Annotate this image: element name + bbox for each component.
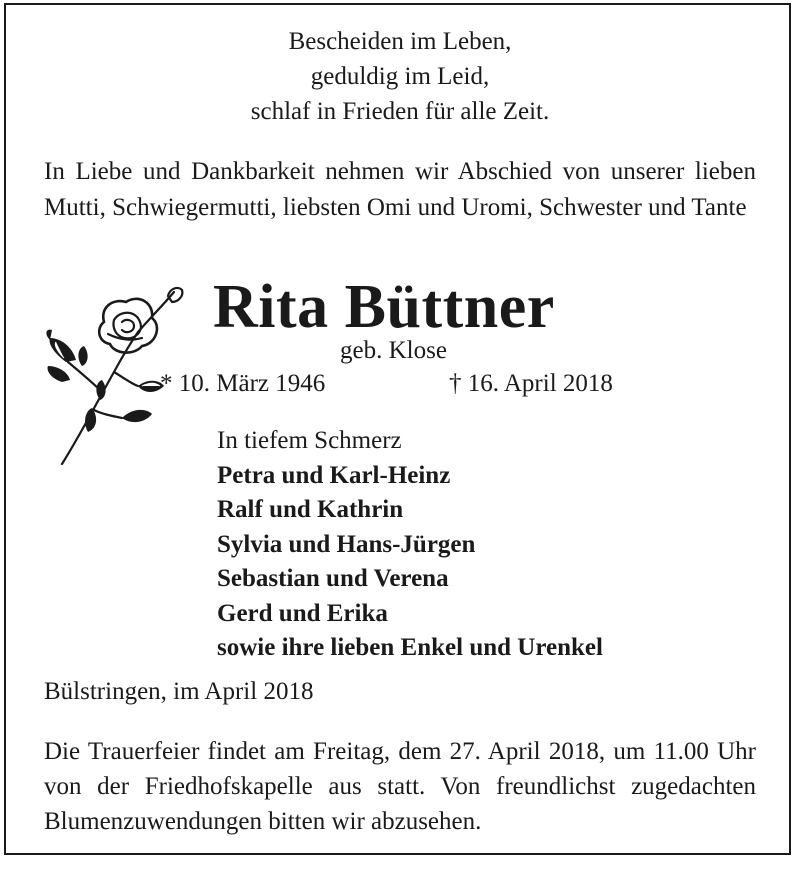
poem-line: geduldig im Leid, xyxy=(310,63,490,90)
mourners-list xyxy=(217,424,603,666)
death-date: † 16. April 2018 xyxy=(449,370,613,397)
poem xyxy=(0,24,800,129)
place-and-date: Bülstringen, im April 2018 xyxy=(44,678,314,705)
mourner-name: Gerd und Erika xyxy=(217,599,388,627)
mourner-name: sowie ihre lieben Enkel und Urenkel xyxy=(217,634,603,661)
mourners-heading: In tiefem Schmerz xyxy=(217,427,402,454)
birth-date: * 10. März 1946 xyxy=(160,370,326,397)
intro-text: In Liebe und Dankbarkeit nehmen wir Abschied von unserer lieben Mutti, Schwiegermutti, liebsten Omi und Uromi, Schwester und Tante xyxy=(44,158,756,221)
mourner-name: Sylvia und Hans-Jürgen xyxy=(217,530,476,558)
mourner-name: Ralf und Kathrin xyxy=(217,496,404,523)
funeral-note: Die Trauerfeier findet am Freitag, dem 27. April 2018, um 11.00 Uhr von der Friedhofskapelle aus statt. Von freundlichst zugedachten Blumenzuwendungen bitten wir abzusehen. xyxy=(44,738,756,835)
mourner-name: Petra und Karl-Heinz xyxy=(217,461,451,489)
mourner-name: Sebastian und Verena xyxy=(217,565,449,592)
poem-line: schlaf in Frieden für alle Zeit. xyxy=(250,98,550,125)
maiden-name: geb. Klose xyxy=(340,337,447,364)
deceased-name: Rita Büttner xyxy=(213,273,555,341)
poem-line: Bescheiden im Leben, xyxy=(288,28,512,55)
